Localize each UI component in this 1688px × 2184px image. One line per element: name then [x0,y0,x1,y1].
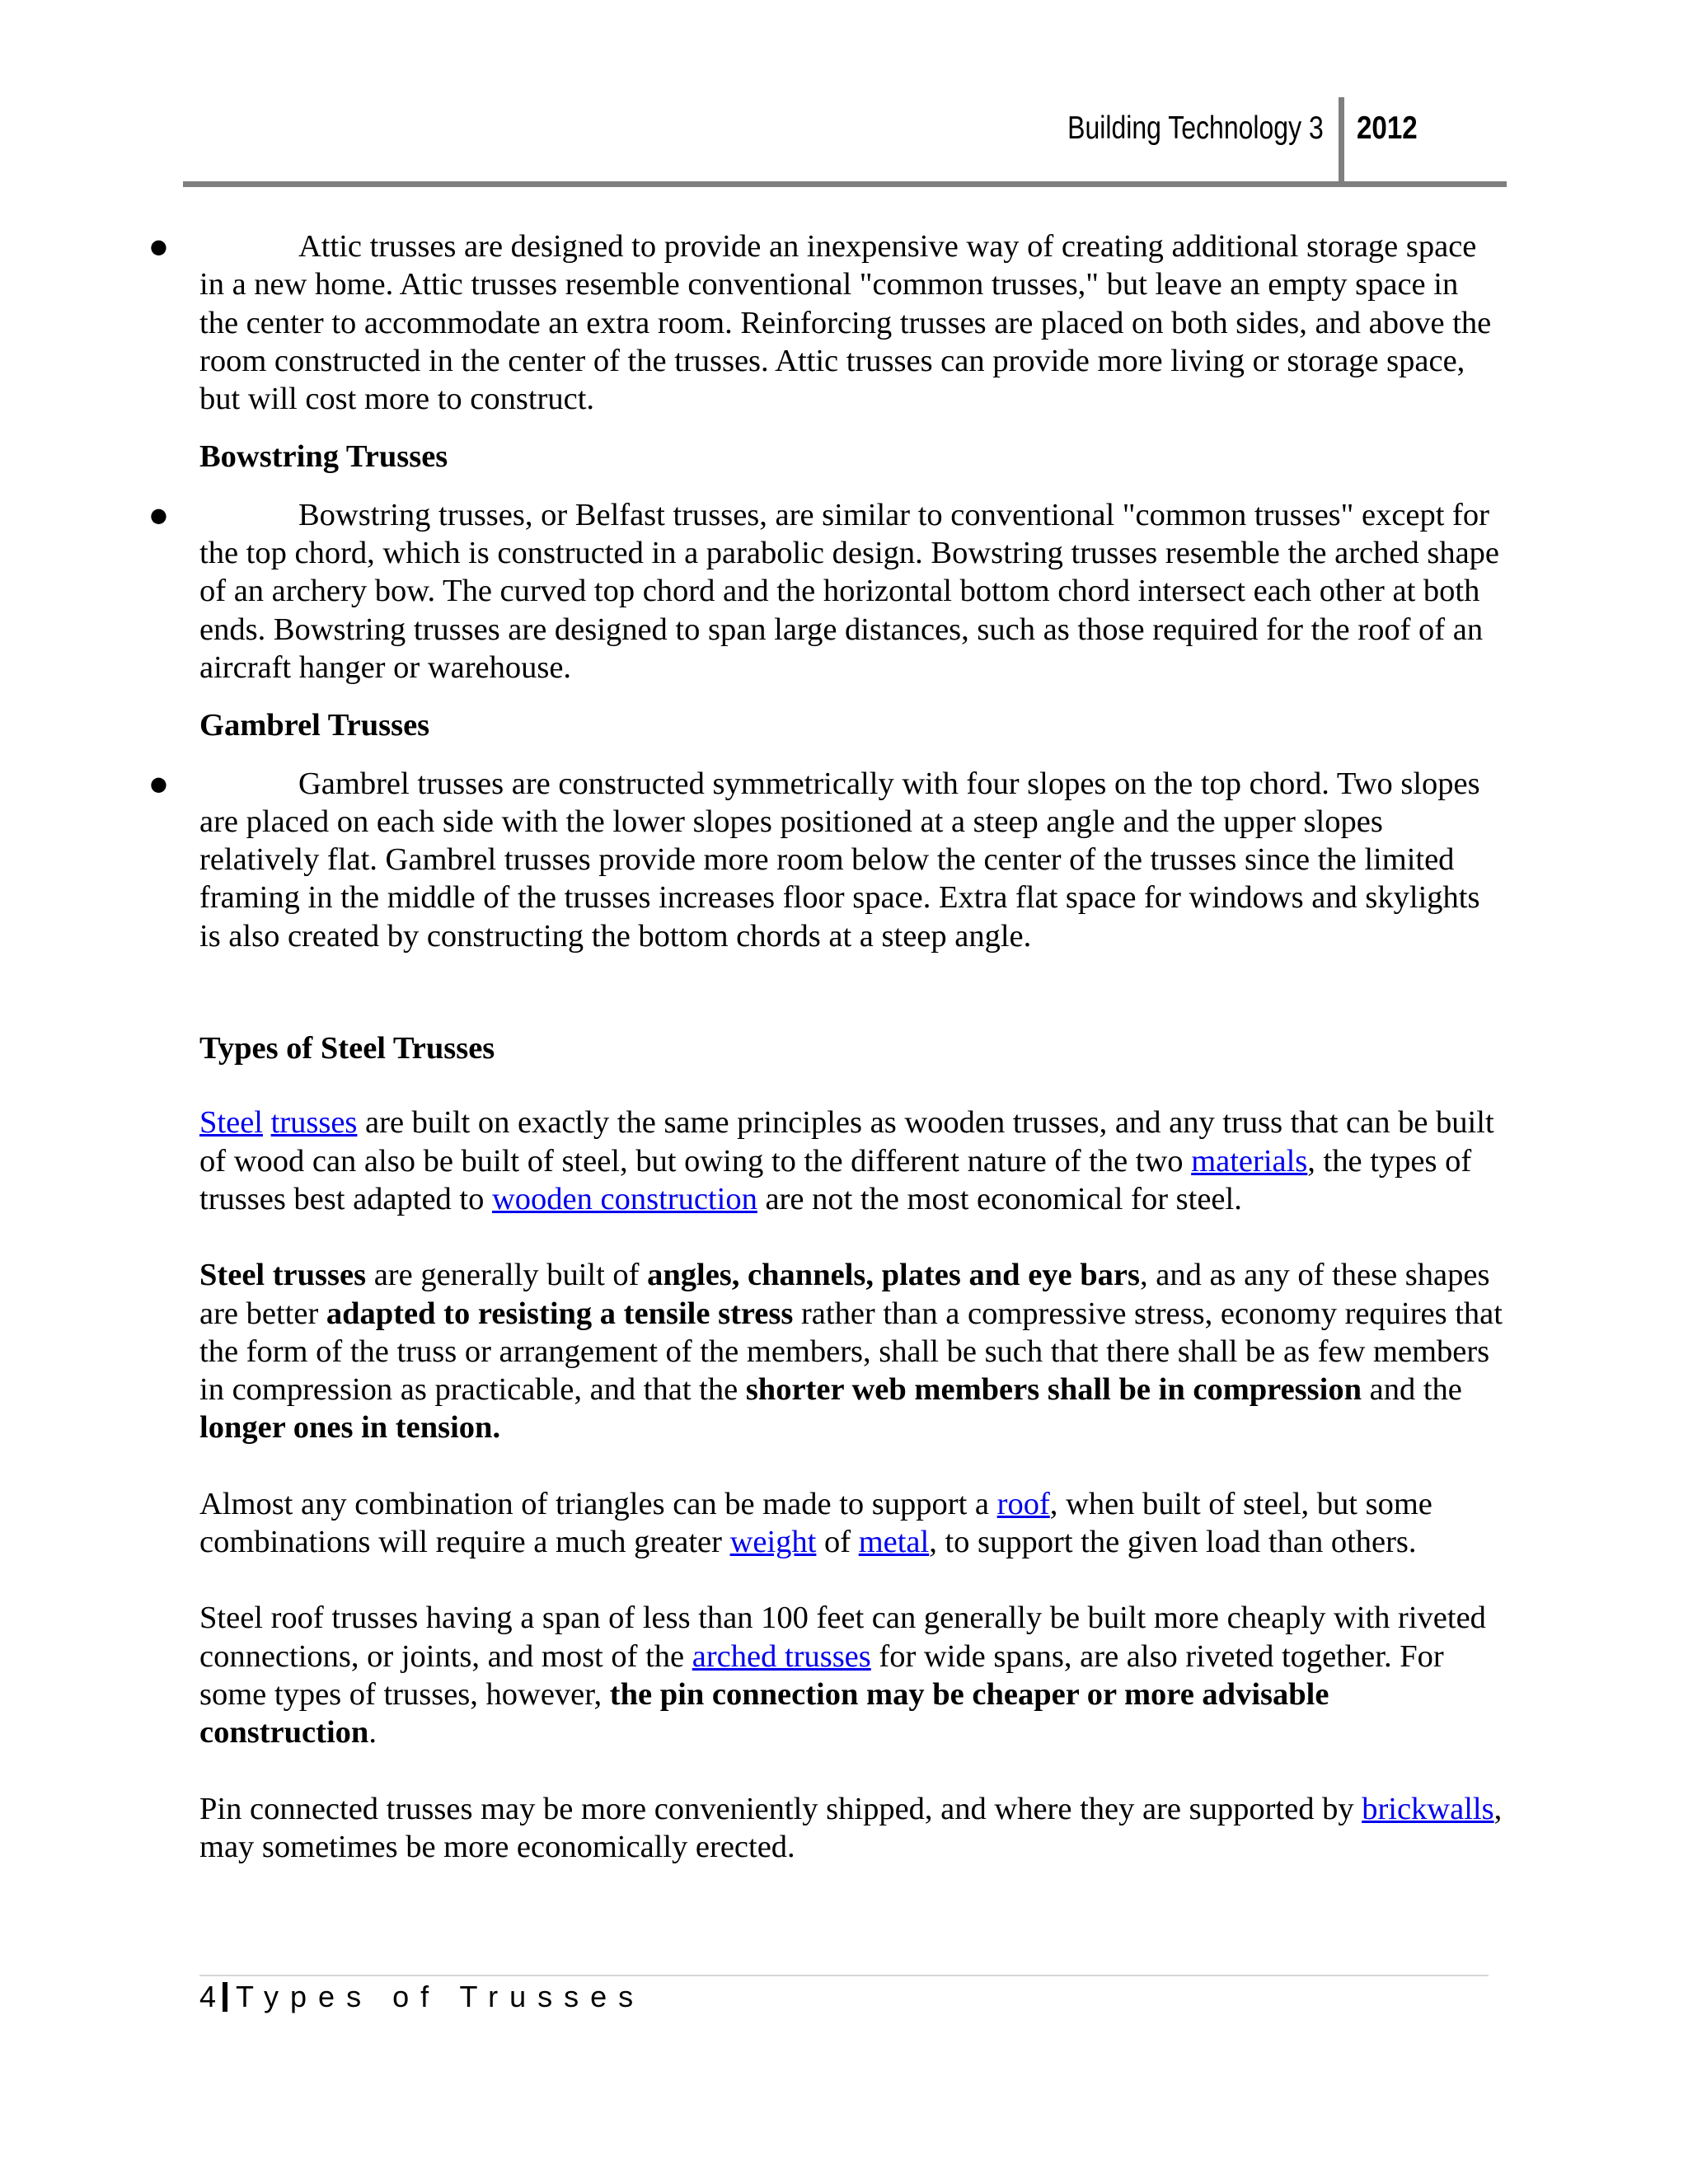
text: are built on exactly the same principles as wooden trusses, and any truss that can be built of wood can also be built of steel, but owing to the different nature of the two [199,1105,1494,1179]
text: of [816,1525,859,1560]
steel-paragraph-1 [199,1104,1503,1218]
bold-text: longer ones in tension. [199,1410,501,1446]
link-steel[interactable]: Steel [199,1105,263,1141]
bold-text: angles, channels, plates and eye bars [647,1258,1140,1293]
link-arched-trusses[interactable]: arched trusses [692,1638,871,1674]
bowstring-paragraph: Bowstring trusses, or Belfast trusses, are similar to conventional "common trusses" except for the top chord, which is constructed in a parabolic design. Bowstring trusses resemble the arched shape of an archery bow. The curved top chord and the horizontal bottom chord intersect each other at both ends. Bowstring trusses are designed to span large distances, such as those required for the roof of an aircraft hanger or warehouse. [199,497,1499,685]
link-brickwalls[interactable]: brickwalls [1362,1791,1494,1826]
link-trusses[interactable]: trusses [270,1105,358,1141]
footer-rule [199,1975,1489,1976]
list-item-gambrel [150,765,1503,955]
gambrel-heading: Gambrel Trusses [199,708,430,743]
footer-separator [223,1982,227,2012]
link-weight[interactable]: weight [729,1525,817,1560]
header-title: Building Technology 3 [1067,110,1324,146]
text: , the types of trusses best adapted to [199,1143,1472,1216]
text: are generally built of [366,1258,648,1293]
steel-trusses-heading: Types of Steel Trusses [199,1031,495,1066]
text: Steel roof trusses having a span of less than 100 feet can generally be built more cheaply with riveted connections, or joints, and most of the [199,1601,1486,1674]
bold-text: shorter web members shall be in compression [745,1372,1362,1408]
text: , to support the given load than others. [929,1525,1417,1560]
steel-paragraph-3 [199,1485,1503,1562]
text: Almost any combination of triangles can be made to support a [199,1486,997,1521]
header-rule [183,181,1507,187]
bullet-icon: ● [150,771,167,795]
text: , may sometimes be more economically erected. [199,1791,1503,1864]
text: , when built of steel, but some combinations will require a much greater [199,1486,1432,1560]
text: rather than a compressive stress, economy requires that the form of the truss or arrangement of the members, shall be such that there shall be as few members in compression as practicable, and that the [199,1296,1503,1408]
steel-paragraph-2 [199,1256,1503,1446]
page-number: 4 [199,1980,217,2013]
link-metal[interactable]: metal [858,1525,930,1560]
bullet-icon: ● [150,503,167,527]
steel-paragraph-5 [199,1790,1503,1867]
text: Pin connected trusses may be more conveniently shipped, and where they are supported by [199,1791,1362,1826]
attic-paragraph: Attic trusses are designed to provide an inexpensive way of creating additional storage space in a new home. Attic trusses resemble conventional "common trusses," but leave an empty space in the center to accommodate an extra room. Reinforcing trusses are placed on both sides, and above the room constructed in the center of the trusses. Attic trusses can provide more living or storage space, but will cost more to construct. [199,229,1492,417]
footer-label: Types of Trusses [236,1980,645,2013]
text: . [368,1715,377,1750]
text: for wide spans, are also riveted together. For some types of trusses, however, [199,1638,1444,1712]
list-item-bowstring [150,496,1503,687]
bullet-icon: ● [150,235,167,258]
gambrel-paragraph: Gambrel trusses are constructed symmetrically with four slopes on the top chord. Two slopes are placed on each side with the lower slopes positioned at a steep angle and the upper slopes relatively flat. Gambrel trusses provide more room below the center of the trusses since the limited framing in the middle of the trusses increases floor space. Extra flat space for windows and skylights is also created by constructing the bottom chords at a steep angle. [199,766,1480,954]
bowstring-heading: Bowstring Trusses [199,439,448,475]
bold-text: adapted to resisting a tensile stress [326,1296,794,1331]
text: , and as any of these shapes are better [199,1258,1490,1331]
list-item-attic [150,227,1503,418]
link-roof[interactable]: roof [996,1486,1050,1521]
page-footer [199,1980,645,2014]
link-wooden-construction[interactable]: wooden construction [491,1181,757,1216]
header-year: 2012 [1357,110,1418,146]
text: are not the most economical for steel. [757,1181,1242,1216]
text: and the [1362,1372,1462,1408]
bold-text: the pin connection may be cheaper or more advisable construction [199,1676,1329,1750]
header-divider [1339,97,1344,186]
document-body [150,227,1503,1904]
steel-paragraph-4 [199,1599,1503,1751]
page-header [183,97,1507,188]
bold-text: Steel trusses [199,1258,367,1293]
link-materials[interactable]: materials [1191,1143,1308,1179]
